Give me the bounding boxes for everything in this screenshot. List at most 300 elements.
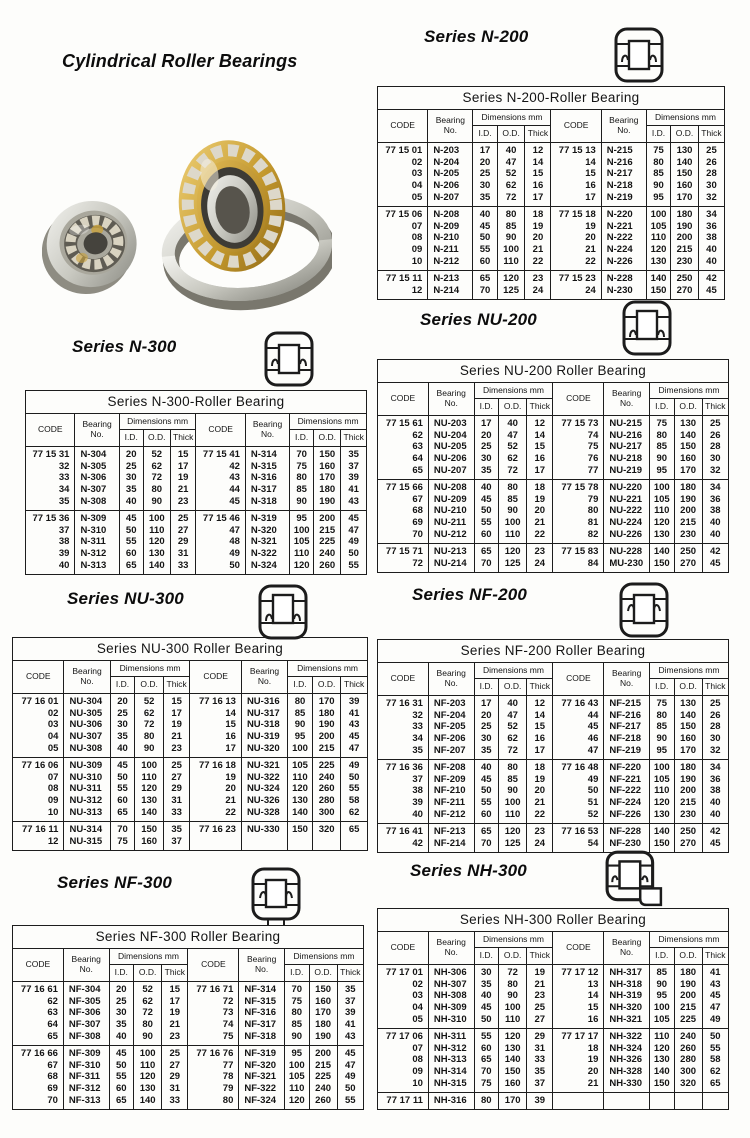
thick-cell: 55	[337, 1095, 363, 1110]
od-cell: 170	[499, 1092, 527, 1110]
thick-cell: 30	[702, 733, 728, 745]
table-row	[378, 964, 729, 979]
thick-cell: 55	[341, 560, 367, 575]
od-cell: 85	[499, 774, 527, 786]
od-cell: 215	[674, 517, 702, 529]
id-cell: 70	[110, 821, 135, 836]
od-cell: 80	[499, 979, 527, 991]
code-cell	[553, 1092, 604, 1110]
dim-sub-header: Thick	[162, 964, 188, 981]
bearing-no-cell: NU-210	[428, 505, 474, 517]
thick-cell: 45	[702, 838, 728, 853]
dim-sub-header: I.D.	[646, 125, 670, 142]
code-cell: 16	[551, 180, 601, 192]
bearing-no-cell: NF-309	[63, 1045, 109, 1060]
bearing-no-cell	[604, 1092, 650, 1110]
cylindrical-roller-bearings-photo	[42, 128, 332, 316]
table-row	[13, 996, 364, 1008]
id-cell: 17	[473, 142, 497, 157]
table-row	[26, 560, 367, 575]
table-row	[26, 510, 367, 525]
bearing-no-cell: N-309	[75, 510, 119, 525]
bearing-no-cell: NH-324	[604, 1043, 650, 1055]
table-row	[378, 990, 729, 1002]
code-cell: 05	[47, 742, 59, 754]
id-cell: 30	[474, 453, 499, 465]
code-cell: 19	[190, 772, 241, 784]
thick-cell: 17	[162, 996, 188, 1008]
id-cell: 50	[474, 1014, 499, 1029]
bearing-no-cell: NF-311	[63, 1071, 109, 1083]
table-row	[26, 496, 367, 511]
id-cell: 140	[288, 807, 313, 822]
code-header: CODE	[551, 110, 601, 143]
thick-cell: 31	[170, 548, 196, 560]
bearing-no-cell: N-313	[75, 560, 119, 575]
id-cell: 80	[288, 693, 313, 708]
id-cell: 30	[119, 472, 143, 484]
code-header: CODE	[190, 661, 241, 694]
code-cell: 52	[553, 809, 604, 824]
table-row	[378, 221, 725, 233]
id-cell: 35	[474, 745, 499, 760]
id-cell: 65	[474, 823, 499, 838]
code-cell: 40	[58, 559, 70, 571]
od-cell: 270	[674, 558, 702, 573]
od-cell: 52	[499, 441, 527, 453]
series-heading-nf300: Series NF-300	[57, 873, 173, 892]
od-cell: 160	[309, 996, 337, 1008]
dim-sub-header: Thick	[163, 676, 190, 693]
thick-cell: 29	[170, 536, 196, 548]
code-cell: 68	[412, 505, 423, 517]
od-cell: 150	[499, 1066, 527, 1078]
thick-cell: 23	[527, 990, 553, 1002]
bearing-no-cell: NH-314	[428, 1066, 474, 1078]
bearing-no-cell: NU-330	[241, 821, 287, 836]
od-cell: 80	[497, 206, 525, 221]
thick-cell: 21	[162, 1019, 188, 1031]
od-cell: 90	[499, 990, 527, 1002]
dim-sub-header: O.D.	[674, 398, 702, 415]
bearing-no-cell: N-203	[428, 142, 473, 157]
od-cell: 230	[671, 256, 699, 271]
code-cell: 33	[58, 472, 70, 484]
table-row	[13, 693, 368, 708]
id-cell: 60	[110, 795, 135, 807]
code-cell: 77 15 61	[378, 415, 429, 430]
code-cell: 35	[412, 744, 423, 756]
code-cell: 77 15 01	[378, 142, 428, 157]
od-cell: 270	[674, 838, 702, 853]
thick-cell: 33	[163, 807, 190, 822]
od-cell: 120	[497, 270, 525, 285]
od-cell: 140	[674, 430, 702, 442]
id-cell: 85	[288, 708, 313, 720]
dim-sub-header: O.D.	[671, 125, 699, 142]
code-cell: 14	[190, 708, 241, 720]
dim-sub-header: O.D.	[499, 398, 527, 415]
od-cell: 52	[499, 721, 527, 733]
code-cell: 76	[553, 453, 604, 465]
od-cell: 140	[671, 157, 699, 169]
id-cell: 90	[649, 979, 674, 991]
id-cell: 110	[646, 232, 670, 244]
id-cell: 65	[119, 560, 143, 575]
page-title: Cylindrical Roller Bearings	[62, 51, 298, 71]
thick-cell: 14	[527, 710, 553, 722]
thick-cell: 30	[698, 180, 724, 192]
code-cell: 77 15 23	[551, 270, 601, 285]
id-cell: 75	[110, 836, 135, 851]
thick-cell: 36	[702, 494, 728, 506]
thick-cell: 43	[341, 496, 367, 511]
bearing-no-cell: NU-322	[241, 772, 287, 784]
code-cell: 02	[47, 707, 59, 719]
table-title: Series NH-300 Roller Bearing	[378, 909, 729, 932]
code-cell: 21	[553, 1078, 604, 1093]
id-cell: 110	[290, 548, 314, 560]
od-cell: 100	[499, 797, 527, 809]
code-cell: 62	[47, 995, 58, 1007]
id-cell: 55	[473, 244, 497, 256]
thick-cell: 43	[341, 719, 368, 731]
od-cell: 250	[674, 823, 702, 838]
od-cell: 130	[674, 415, 702, 430]
code-cell: 77 16 01	[13, 693, 64, 708]
thick-cell: 40	[702, 529, 728, 544]
od-cell: 130	[671, 142, 699, 157]
od-cell: 80	[499, 479, 527, 494]
code-cell: 20	[553, 1066, 604, 1078]
thick-cell: 41	[341, 484, 367, 496]
code-cell: 77 16 06	[13, 757, 64, 772]
code-cell: 51	[553, 797, 604, 809]
id-cell: 45	[119, 510, 143, 525]
bearing-no-cell: N-216	[601, 157, 646, 169]
bearing-no-cell: N-204	[428, 157, 473, 169]
od-cell: 90	[499, 505, 527, 517]
bearing-no-cell: NU-220	[604, 479, 650, 494]
od-cell: 52	[135, 693, 163, 708]
dim-sub-header: O.D.	[143, 429, 170, 446]
od-cell: 110	[497, 256, 525, 271]
code-cell: 03	[47, 719, 59, 731]
bearing-no-cell: NF-321	[239, 1071, 285, 1083]
code-cell: 67	[47, 1059, 58, 1071]
table-row	[13, 1060, 364, 1072]
thick-cell: 14	[527, 430, 553, 442]
thick-cell: 30	[702, 453, 728, 465]
thick-cell: 20	[527, 505, 553, 517]
code-cell: 72	[188, 996, 239, 1008]
bearing-no-cell: NF-204	[428, 710, 474, 722]
bearing-no-cell: NF-203	[428, 695, 474, 710]
bearing-no-cell: N-211	[428, 244, 473, 256]
bearing-no-cell: NU-318	[241, 719, 287, 731]
code-cell: 65	[412, 464, 423, 476]
table-row	[378, 1014, 729, 1029]
bearing-no-header: Bearing No.	[604, 383, 650, 416]
bearing-no-cell: N-218	[601, 180, 646, 192]
bearing-no-cell: N-215	[601, 142, 646, 157]
bearing-no-cell: NH-307	[428, 979, 474, 991]
code-cell: 68	[47, 1071, 58, 1083]
thick-cell: 15	[170, 446, 196, 461]
thick-cell: 35	[337, 981, 363, 996]
bearing-no-header: Bearing No.	[239, 949, 285, 982]
bearing-no-cell: NF-215	[604, 695, 650, 710]
id-cell: 110	[288, 772, 313, 784]
bearing-no-cell: NF-315	[239, 996, 285, 1008]
thick-cell: 19	[527, 494, 553, 506]
od-cell: 200	[674, 505, 702, 517]
table-row	[378, 838, 729, 853]
thick-cell: 18	[525, 206, 551, 221]
od-cell: 260	[309, 1095, 337, 1110]
dim-sub-header: I.D.	[649, 678, 674, 695]
table-nu200	[377, 359, 729, 573]
bearing-no-cell: N-317	[245, 484, 289, 496]
bearing-no-cell: NU-311	[64, 783, 110, 795]
thick-cell: 26	[702, 430, 728, 442]
thick-cell: 23	[170, 496, 196, 511]
dim-sub-header: Thick	[527, 678, 553, 695]
code-cell: 03	[411, 168, 423, 180]
table-row	[378, 1066, 729, 1078]
bearing-no-header: Bearing No.	[428, 110, 473, 143]
bearing-no-cell: NF-207	[428, 745, 474, 760]
bearing-no-cell: NU-219	[604, 465, 650, 480]
bearing-no-cell: N-322	[245, 548, 289, 560]
od-cell: 180	[314, 484, 341, 496]
table-title: Series N-300-Roller Bearing	[26, 391, 367, 414]
dim-sub-header: Thick	[527, 947, 553, 964]
id-cell: 120	[646, 244, 670, 256]
od-cell: 120	[499, 543, 527, 558]
thick-cell: 42	[702, 823, 728, 838]
code-cell: 77 15 11	[378, 270, 428, 285]
bearing-no-cell: NF-216	[604, 710, 650, 722]
thick-cell: 49	[702, 1014, 728, 1029]
thick-cell: 19	[527, 964, 553, 979]
code-cell: 78	[188, 1071, 239, 1083]
code-header: CODE	[188, 949, 239, 982]
code-cell: 05	[411, 191, 423, 203]
id-cell: 60	[474, 529, 499, 544]
code-cell: 63	[47, 1007, 58, 1019]
table-row	[378, 1078, 729, 1093]
thick-cell: 15	[162, 981, 188, 996]
id-cell: 30	[474, 964, 499, 979]
od-cell: 240	[312, 772, 340, 784]
id-cell: 65	[110, 807, 135, 822]
od-cell: 180	[674, 479, 702, 494]
od-cell: 80	[134, 1019, 162, 1031]
table-row	[26, 446, 367, 461]
od-cell: 130	[135, 795, 163, 807]
bearing-no-cell: N-312	[75, 548, 119, 560]
thick-cell: 45	[698, 285, 724, 300]
table-row	[378, 180, 725, 192]
table-nu300	[12, 637, 368, 851]
bearing-no-cell: N-304	[75, 446, 119, 461]
table-row	[26, 536, 367, 548]
thick-cell: 27	[163, 772, 190, 784]
thick-cell: 21	[163, 731, 190, 743]
id-cell: 140	[649, 1066, 674, 1078]
id-cell: 25	[474, 441, 499, 453]
bearing-no-header: Bearing No.	[245, 414, 289, 447]
bearing-no-cell: NF-214	[428, 838, 474, 853]
bearing-no-cell: N-318	[245, 496, 289, 511]
code-cell: 67	[412, 493, 423, 505]
code-cell: 77 15 46	[196, 510, 245, 525]
id-cell: 90	[649, 453, 674, 465]
od-cell: 160	[674, 733, 702, 745]
thick-cell: 21	[525, 244, 551, 256]
bearing-no-cell: NF-307	[63, 1019, 109, 1031]
dim-sub-header: O.D.	[134, 964, 162, 981]
bearing-no-cell: NU-326	[241, 795, 287, 807]
code-cell: 79	[188, 1083, 239, 1095]
id-cell: 95	[649, 745, 674, 760]
od-cell: 140	[674, 710, 702, 722]
dim-sub-header: Thick	[341, 676, 368, 693]
od-cell: 90	[497, 232, 525, 244]
bearing-no-cell: N-319	[245, 510, 289, 525]
od-cell: 80	[143, 484, 170, 496]
code-cell: 09	[47, 795, 59, 807]
code-cell: 77 15 41	[196, 446, 245, 461]
id-cell: 45	[474, 494, 499, 506]
id-cell: 95	[649, 990, 674, 1002]
bearing-no-cell: NH-312	[428, 1043, 474, 1055]
bearing-no-cell: NF-211	[428, 797, 474, 809]
od-cell: 72	[134, 1007, 162, 1019]
table-row	[13, 1083, 364, 1095]
thick-cell: 20	[525, 232, 551, 244]
code-header: CODE	[378, 110, 428, 143]
id-cell: 70	[474, 558, 499, 573]
table-row	[13, 1031, 364, 1046]
od-cell: 52	[134, 981, 162, 996]
bearing-no-cell: NU-208	[428, 479, 474, 494]
bearing-no-cell: NU-222	[604, 505, 650, 517]
thick-cell: 24	[527, 838, 553, 853]
od-cell: 90	[134, 1031, 162, 1046]
id-cell: 45	[109, 1045, 134, 1060]
dim-sub-header: Thick	[525, 125, 551, 142]
thick-cell: 39	[341, 693, 368, 708]
thick-cell: 45	[341, 731, 368, 743]
bearing-no-cell: NF-220	[604, 759, 650, 774]
series-heading-nu300: Series NU-300	[67, 589, 184, 608]
od-cell: 215	[674, 797, 702, 809]
id-cell: 100	[646, 206, 670, 221]
bearing-no-cell: NF-230	[604, 838, 650, 853]
dim-sub-header: Thick	[527, 398, 553, 415]
code-cell: 84	[553, 558, 604, 573]
bearing-no-cell: NH-315	[428, 1078, 474, 1093]
bearing-no-cell: NU-209	[428, 494, 474, 506]
table-row	[378, 270, 725, 285]
od-cell: 62	[499, 733, 527, 745]
od-cell: 215	[674, 1002, 702, 1014]
code-cell: 77 15 31	[26, 446, 75, 461]
od-cell: 120	[499, 823, 527, 838]
bearing-no-cell: NU-216	[604, 430, 650, 442]
od-cell: 225	[314, 536, 341, 548]
id-cell: 75	[474, 1078, 499, 1093]
od-cell: 250	[674, 543, 702, 558]
od-cell: 300	[312, 807, 340, 822]
od-cell: 62	[135, 708, 163, 720]
id-cell: 100	[649, 1002, 674, 1014]
od-cell: 100	[499, 517, 527, 529]
code-cell: 21	[190, 795, 241, 807]
code-cell: 77 15 13	[551, 142, 601, 157]
thick-cell: 15	[527, 441, 553, 453]
thick-cell: 39	[527, 1092, 553, 1110]
id-cell: 150	[646, 285, 670, 300]
thick-cell: 29	[527, 1028, 553, 1043]
dim-sub-header: Thick	[337, 964, 363, 981]
id-cell: 90	[290, 496, 314, 511]
bearing-no-cell: NU-218	[604, 453, 650, 465]
thick-cell: 12	[525, 142, 551, 157]
table-row	[13, 783, 368, 795]
code-header: CODE	[553, 932, 604, 965]
bearing-no-cell: NF-219	[604, 745, 650, 760]
table-row	[13, 1095, 364, 1110]
od-cell: 100	[135, 757, 163, 772]
od-cell: 150	[671, 168, 699, 180]
code-cell: 10	[411, 255, 423, 267]
code-cell: 14	[553, 990, 604, 1002]
thick-cell: 26	[698, 157, 724, 169]
bearing-no-cell: N-310	[75, 525, 119, 537]
bearing-no-cell: NU-224	[604, 517, 650, 529]
code-cell: 09	[412, 1066, 423, 1078]
code-cell: 19	[551, 221, 601, 233]
id-cell: 90	[646, 180, 670, 192]
thick-cell: 50	[341, 548, 367, 560]
code-cell: 77 16 31	[378, 695, 429, 710]
bearing-no-cell: NH-310	[428, 1014, 474, 1029]
code-cell: 77 16 18	[190, 757, 241, 772]
table-row	[378, 543, 729, 558]
table-row	[13, 731, 368, 743]
id-cell: 45	[473, 221, 497, 233]
thick-cell: 32	[702, 465, 728, 480]
od-cell: 230	[674, 809, 702, 824]
bearing-no-cell: NH-330	[604, 1078, 650, 1093]
bearing-no-cell: N-316	[245, 472, 289, 484]
code-cell: 50	[553, 785, 604, 797]
table-row	[378, 157, 725, 169]
thick-cell: 36	[698, 221, 724, 233]
code-cell	[190, 836, 241, 851]
thick-cell	[702, 1092, 728, 1110]
bearing-no-cell: NF-218	[604, 733, 650, 745]
dimensions-header: Dimensions mm	[474, 663, 553, 679]
id-cell: 45	[110, 757, 135, 772]
dim-sub-header: Thick	[702, 398, 728, 415]
bearing-cross-section-icon	[617, 581, 671, 639]
bearing-no-cell: NF-306	[63, 1007, 109, 1019]
id-cell: 65	[474, 1054, 499, 1066]
